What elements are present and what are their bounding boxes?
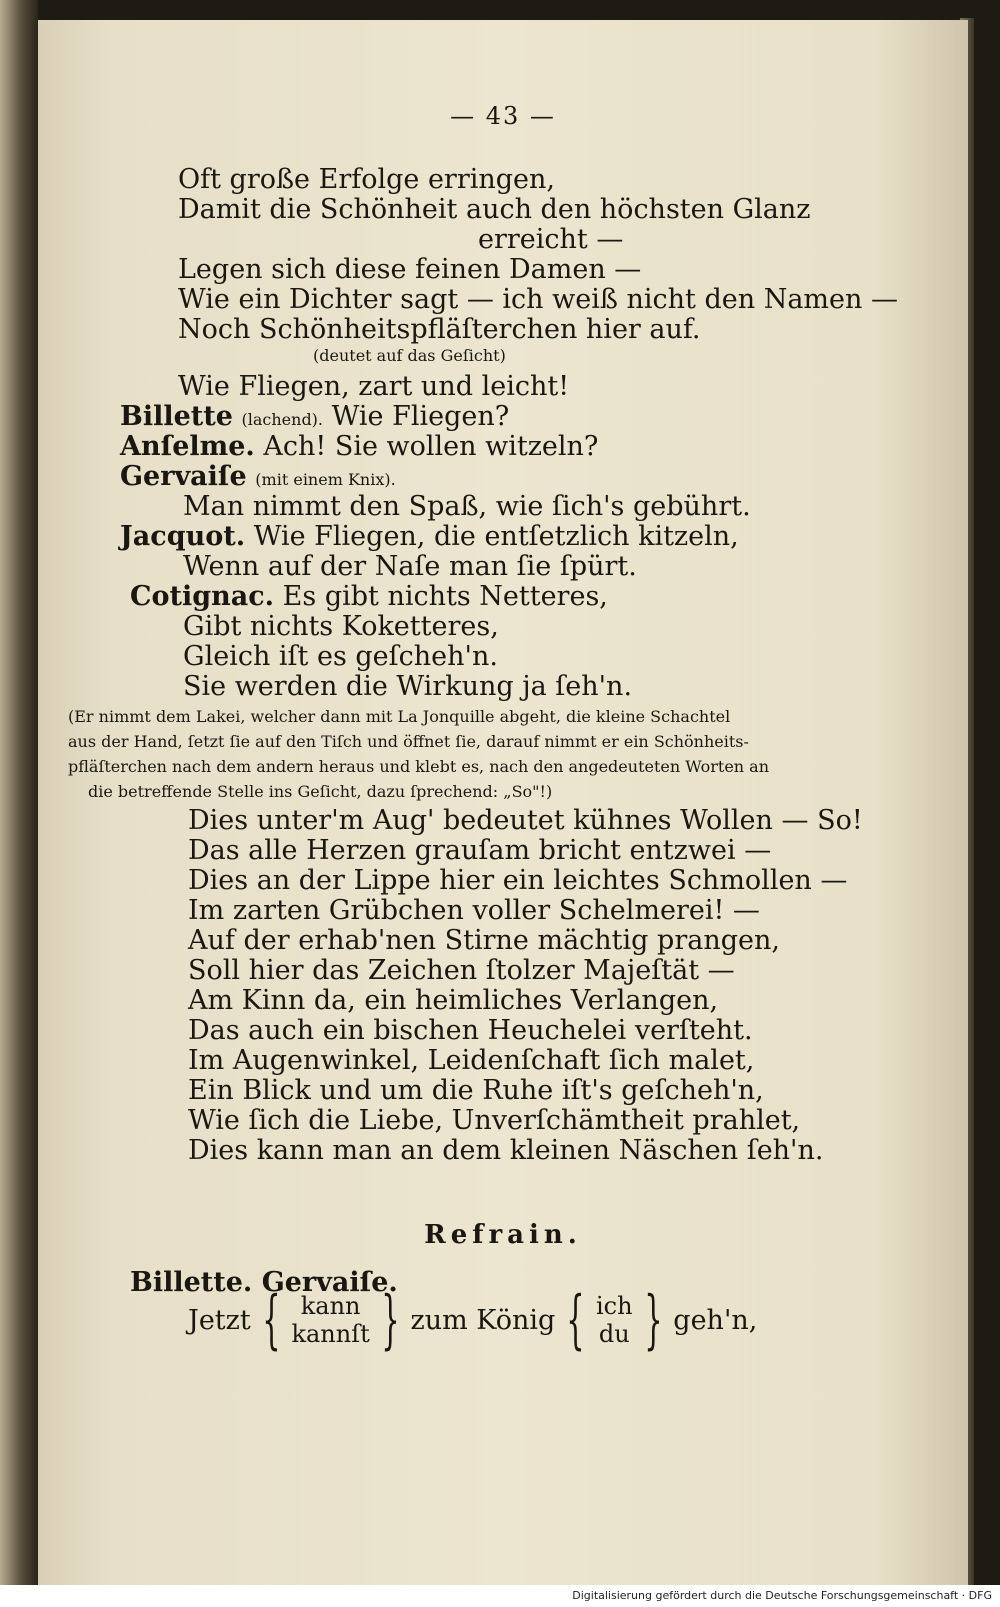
stage-direction: (Er nimmt dem Lakei, welcher dann mit La Jonquille abgeht, die kleine Schachtel bbox=[68, 707, 731, 726]
dialogue-text: Ach! Sie wollen witzeln? bbox=[263, 431, 599, 462]
stage-direction: (deutet auf das Geſicht) bbox=[313, 346, 506, 365]
verse-line: Wie ein Dichter sagt — ich weiß nicht den Namen — bbox=[178, 284, 898, 315]
refrain-word: geh'n, bbox=[673, 1304, 758, 1336]
speaker-name: Cotignac. bbox=[130, 581, 275, 612]
option-word: kannſt bbox=[291, 1320, 370, 1348]
verse-line: Das auch ein bischen Heuchelei verſteht. bbox=[188, 1015, 753, 1046]
left-page-fold bbox=[0, 0, 38, 1607]
verse-line: Im Augenwinkel, Leidenſchaft ſich malet, bbox=[188, 1045, 755, 1076]
verse-line: Ein Blick und um die Ruhe iſt's geſcheh'n, bbox=[188, 1075, 764, 1106]
option-stack bbox=[596, 1292, 633, 1348]
verse-line: Das alle Herzen grauſam bricht entzwei — bbox=[188, 835, 772, 866]
verse-line: erreicht — bbox=[478, 224, 624, 255]
verse-line: Sie werden die Wirkung ja ſeh'n. bbox=[183, 671, 633, 702]
verse-line: Oft große Erfolge erringen, bbox=[178, 164, 555, 195]
verse-line: Noch Schönheitspfläſterchen hier auf. bbox=[178, 314, 701, 345]
verse-line: Soll hier das Zeichen ſtolzer Majeſtät — bbox=[188, 955, 735, 986]
left-brace: { bbox=[261, 1283, 281, 1357]
verse-line: Gleich iſt es geſcheh'n. bbox=[183, 641, 498, 672]
dialogue-line bbox=[130, 582, 608, 612]
refrain-line bbox=[188, 1283, 758, 1357]
left-brace: { bbox=[566, 1283, 585, 1357]
verse-line: Dies an der Lippe hier ein leichtes Schmollen — bbox=[188, 865, 848, 896]
verse-line: Gibt nichts Koketteres, bbox=[183, 611, 499, 642]
option-stack bbox=[291, 1292, 369, 1348]
speaker-direction: (lachend). bbox=[241, 410, 324, 429]
dialogue-line bbox=[120, 432, 598, 462]
verse-line: Dies unter'm Aug' bedeutet kühnes Wollen — So! bbox=[188, 805, 863, 836]
dialogue-line bbox=[120, 522, 739, 552]
page-number: — 43 — bbox=[450, 102, 556, 130]
option-word: kann bbox=[300, 1292, 361, 1320]
stage-direction: die betreffende Stelle ins Geſicht, dazu ſprechend: „So"!) bbox=[88, 782, 553, 801]
footer-credit: Digitalisierung gefördert durch die Deutsche Forschungsgemeinschaft · DFG bbox=[572, 1589, 992, 1602]
stage-direction: aus der Hand, ſetzt ſie auf den Tiſch und öffnet ſie, darauf nimmt er ein Schönheits- bbox=[68, 732, 749, 751]
book-page bbox=[38, 20, 968, 1585]
dialogue-text: Wie Fliegen? bbox=[331, 401, 510, 432]
verse-line: Wie Fliegen, zart und leicht! bbox=[178, 371, 570, 402]
right-brace: } bbox=[643, 1283, 663, 1357]
dialogue-text: Es gibt nichts Netteres, bbox=[282, 581, 608, 612]
dialogue-text: Wie Fliegen, die entſetzlich kitzeln, bbox=[253, 521, 739, 552]
verse-line: Im zarten Grübchen voller Schelmerei! — bbox=[188, 895, 760, 926]
verse-line: Wenn auf der Naſe man ſie ſpürt. bbox=[183, 551, 637, 582]
refrain-heading: Refrain. bbox=[424, 1220, 582, 1250]
verse-line: Auf der erhab'nen Stirne mächtig prangen, bbox=[188, 925, 780, 956]
speaker-name: Jacquot. bbox=[120, 521, 246, 552]
stage-direction: pfläſterchen nach dem andern heraus und klebt es, nach den angedeuteten Worten an bbox=[68, 757, 770, 776]
verse-line: Legen sich diese feinen Damen — bbox=[178, 254, 642, 285]
verse-line: Am Kinn da, ein heimliches Verlangen, bbox=[188, 985, 719, 1016]
verse-line: Man nimmt den Spaß, wie ſich's gebührt. bbox=[183, 491, 751, 522]
refrain-speakers: Billette. Gervaiſe. bbox=[130, 1267, 398, 1298]
right-brace: } bbox=[380, 1283, 400, 1357]
speaker-name: Billette bbox=[120, 401, 233, 432]
speaker-name: Gervaiſe bbox=[120, 461, 247, 492]
speaker-name: Anſelme. bbox=[120, 431, 255, 462]
verse-line: Wie ſich die Liebe, Unverſchämtheit prahlet, bbox=[188, 1105, 801, 1136]
refrain-word: Jetzt bbox=[188, 1304, 251, 1336]
option-word: du bbox=[598, 1320, 630, 1348]
refrain-word: zum König bbox=[410, 1304, 556, 1336]
option-word: ich bbox=[596, 1292, 633, 1320]
footer-bar bbox=[0, 1585, 1000, 1607]
verse-line: Damit die Schönheit auch den höchsten Glanz bbox=[178, 194, 811, 225]
speaker-direction: (mit einem Knix). bbox=[255, 470, 396, 489]
verse-line: Dies kann man an dem kleinen Näschen ſeh'n. bbox=[188, 1135, 824, 1166]
